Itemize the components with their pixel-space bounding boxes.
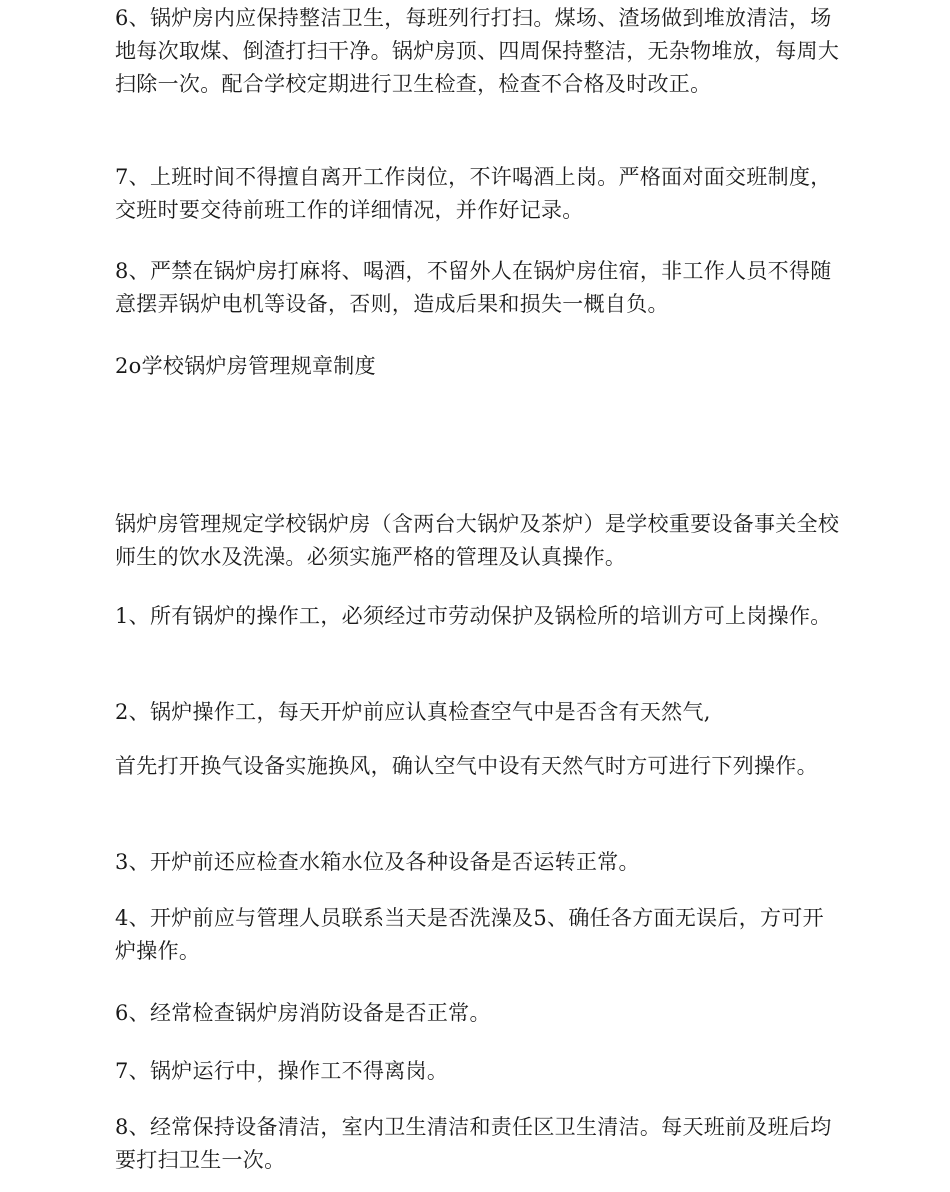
paragraph-item-4-5: 4、开炉前应与管理人员联系当天是否洗澡及5、确任各方面无误后，方可开炉操作。 [115,906,824,963]
paragraph-item-7: 7、锅炉运行中，操作工不得离岗。 [115,1059,449,1083]
paragraph-item-1: 1、所有锅炉的操作工，必须经过市劳动保护及锅检所的培训方可上岗操作。 [115,604,832,628]
paragraph-item-8: 8、经常保持设备清洁，室内卫生清洁和责任区卫生清洁。每天班前及班后均要打扫卫生一次。 [115,1115,832,1172]
paragraph-rule-7-shift: 7、上班时间不得擅自离开工作岗位，不许喝酒上岗。严格面对面交班制度，交班时要交待前班工作的详细情况，并作好记录。 [115,165,832,222]
paragraph-item-3: 3、开炉前还应检查水箱水位及各种设备是否运转正常。 [115,850,640,874]
paragraph-item-6: 6、经常检查锅炉房消防设备是否正常。 [115,1001,491,1025]
paragraph-intro: 锅炉房管理规定学校锅炉房（含两台大锅炉及茶炉）是学校重要设备事关全校师生的饮水及洗澡。必须实施严格的管理及认真操作。 [115,512,840,569]
paragraph-item-2-continued: 首先打开换气设备实施换风，确认空气中设有天然气时方可进行下列操作。 [115,754,818,778]
section-heading: 2o学校锅炉房管理规章制度 [115,354,376,378]
paragraph-rule-6-hygiene: 6、锅炉房内应保持整洁卫生，每班列行打扫。煤场、渣场做到堆放清洁，场地每次取煤、倒渣打扫干净。锅炉房顶、四周保持整洁，无杂物堆放，每周大扫除一次。配合学校定期进行卫生检查，检查不合格及时改正。 [115,6,840,96]
paragraph-item-2: 2、锅炉操作工，每天开炉前应认真检查空气中是否含有天然气, [115,700,711,724]
paragraph-rule-8-prohibitions: 8、严禁在锅炉房打麻将、喝酒，不留外人在锅炉房住宿，非工作人员不得随意摆弄锅炉电机等设备，否则，造成后果和损失一概自负。 [115,259,832,316]
